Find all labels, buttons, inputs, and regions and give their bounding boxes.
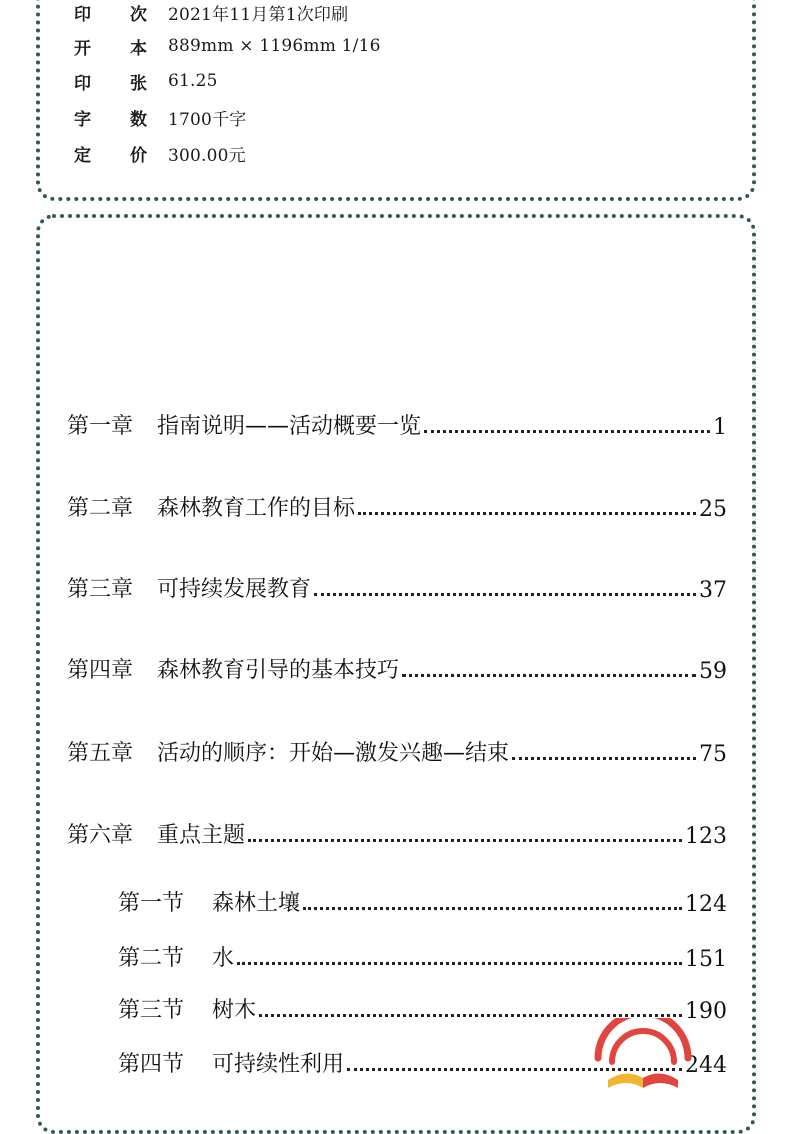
toc-leader	[512, 757, 696, 760]
colophon-key: 数	[130, 109, 147, 130]
colophon-box	[36, 0, 756, 201]
toc-section-1[interactable]	[118, 881, 727, 917]
toc-title: 可持续发展教育	[157, 577, 312, 602]
colophon-value: 1700千字	[168, 109, 247, 130]
toc-section-2[interactable]	[118, 936, 727, 972]
toc-chapter-3[interactable]	[67, 567, 727, 603]
toc-title: 可持续性利用	[212, 1052, 345, 1077]
colophon-key: 开	[74, 38, 91, 59]
toc-chapter-4[interactable]	[67, 648, 727, 684]
toc-page-number: 190	[685, 999, 727, 1024]
toc-page-number: 124	[685, 892, 727, 917]
toc-title: 活动的顺序：开始—激发兴趣—结束	[157, 741, 510, 766]
toc-leader	[237, 962, 682, 965]
toc-label: 第四章	[67, 658, 134, 683]
colophon-key: 字	[74, 109, 91, 130]
toc-title: 森林教育引导的基本技巧	[157, 658, 400, 683]
toc-leader	[358, 512, 696, 515]
toc-chapter-2[interactable]	[67, 486, 727, 522]
toc-leader	[303, 907, 682, 910]
toc-page-number: 59	[699, 659, 727, 684]
toc-leader	[248, 839, 682, 842]
toc-page-number: 151	[685, 947, 727, 972]
colophon-value: 61.25	[168, 71, 218, 91]
toc-leader	[314, 593, 696, 596]
toc-page-number: 1	[713, 415, 727, 440]
colophon-value: 2021年11月第1次印刷	[168, 4, 349, 25]
colophon-key: 印	[74, 73, 91, 94]
toc-title: 指南说明——活动概要一览	[157, 414, 422, 439]
toc-chapter-6[interactable]	[67, 813, 727, 849]
toc-chapter-1[interactable]	[67, 404, 727, 440]
toc-label: 第三章	[67, 577, 134, 602]
logo-arc-inner	[612, 1031, 674, 1062]
toc-title: 森林教育工作的目标	[157, 496, 356, 521]
colophon-key: 张	[130, 73, 147, 94]
toc-label: 第五章	[67, 741, 134, 766]
toc-title: 重点主题	[157, 823, 246, 848]
toc-label: 第一节	[118, 891, 185, 916]
toc-leader	[259, 1014, 682, 1017]
toc-chapter-5[interactable]	[67, 731, 727, 767]
toc-label: 第二节	[118, 946, 185, 971]
toc-label: 第六章	[67, 823, 134, 848]
toc-label: 第三节	[118, 998, 185, 1023]
toc-page-number: 244	[685, 1053, 727, 1078]
colophon-key: 次	[130, 4, 147, 25]
toc-page-number: 123	[685, 824, 727, 849]
colophon-value: 889mm × 1196mm 1/16	[168, 36, 381, 56]
colophon-key: 印	[74, 4, 91, 25]
toc-page-number: 37	[699, 578, 727, 603]
toc-page-number: 75	[699, 742, 727, 767]
toc-title: 树木	[212, 998, 257, 1023]
toc-leader	[424, 430, 710, 433]
colophon-value: 300.00元	[168, 145, 246, 166]
book-logo-icon	[588, 1018, 698, 1090]
toc-leader	[402, 674, 696, 677]
logo-book-right	[643, 1073, 678, 1088]
toc-page-number: 25	[699, 497, 727, 522]
colophon-key: 价	[130, 145, 147, 166]
toc-label: 第二章	[67, 496, 134, 521]
toc-label: 第四节	[118, 1052, 185, 1077]
toc-label: 第一章	[67, 414, 134, 439]
toc-title: 森林土壤	[212, 891, 301, 916]
colophon-key: 本	[130, 38, 147, 59]
toc-title: 水	[212, 946, 235, 971]
colophon-key: 定	[74, 145, 91, 166]
logo-book-left	[608, 1073, 643, 1088]
